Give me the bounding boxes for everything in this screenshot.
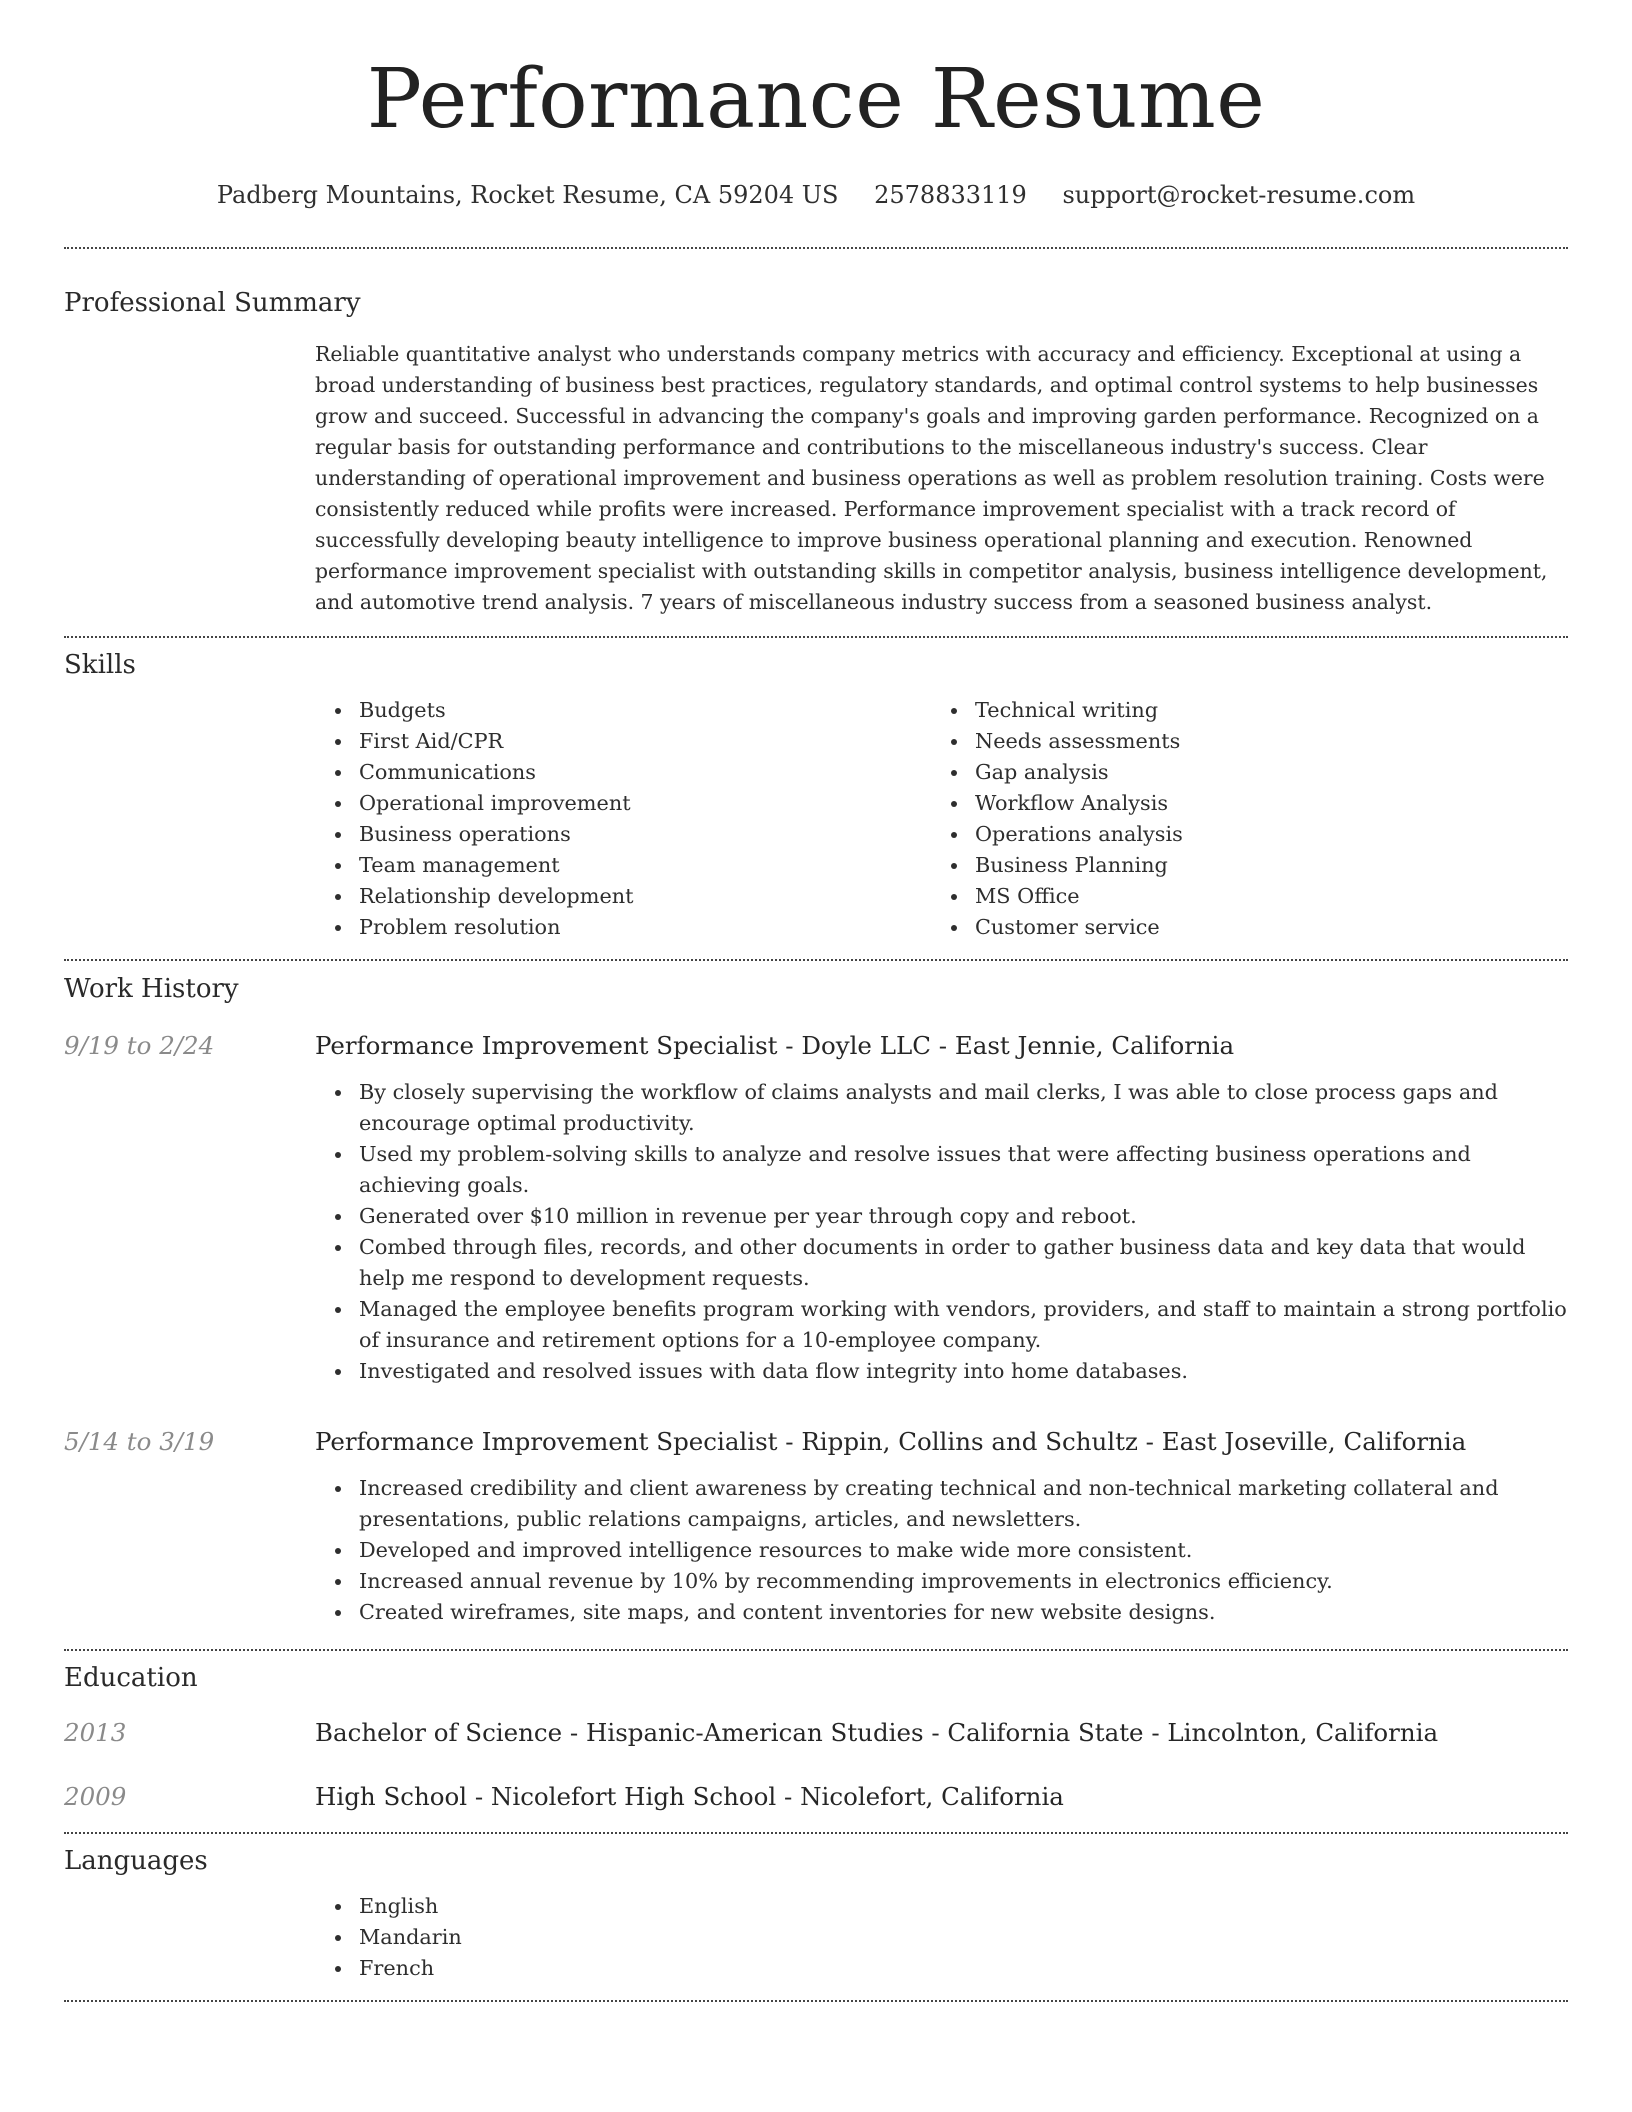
job-header — [64, 1427, 1568, 1456]
resume-name: Performance Resume — [366, 52, 1266, 147]
job-bullets — [315, 1077, 1568, 1387]
job-bullet: Created wireframes, site maps, and content inventories for new website designs. — [315, 1597, 1568, 1628]
divider — [64, 2000, 1568, 2002]
skills-column-right — [931, 695, 1547, 943]
skill-item: Workflow Analysis — [931, 788, 1547, 819]
job-bullet: Generated over $10 million in revenue per year through copy and reboot. — [315, 1201, 1568, 1232]
divider — [64, 959, 1568, 961]
divider — [64, 1832, 1568, 1834]
job-dates: 5/14 to 3/19 — [64, 1427, 215, 1456]
job-bullet: Developed and improved intelligence resources to make wide more consistent. — [315, 1535, 1568, 1566]
section-title-education: Education — [64, 1663, 198, 1693]
job-header — [64, 1031, 1568, 1060]
divider — [64, 1649, 1568, 1651]
job-bullet: By closely supervising the workflow of claims analysts and mail clerks, I was able to close process gaps and encourage optimal productivity. — [315, 1077, 1568, 1139]
job-bullet: Combed through files, records, and other documents in order to gather business data and key data that would help me respond to development requests. — [315, 1232, 1568, 1294]
job-bullet: Increased annual revenue by 10% by recommending improvements in electronics efficiency. — [315, 1566, 1568, 1597]
language-item: Mandarin — [315, 1922, 1568, 1953]
resume-page — [64, 0, 1568, 2002]
section-title-skills: Skills — [64, 650, 136, 680]
skill-item: Problem resolution — [315, 912, 931, 943]
skill-item: Relationship development — [315, 881, 931, 912]
divider — [64, 636, 1568, 638]
summary-text: Reliable quantitative analyst who understands company metrics with accuracy and efficiency. Exceptional at using a broad understanding of business best practices, regulatory standards, and optimal control systems to help businesses grow and succeed. Successful in advancing the company's goals and improving garden performance. Recognized on a regular basis for outstanding performance and contributions to the miscellaneous industry's success. Clear understanding of operational improvement and business operations as well as problem resolution training. Costs were consistently reduced while profits were increased. Performance improvement specialist with a track record of successfully developing beauty intelligence to improve business operational planning and execution. Renowned performance improvement specialist with outstanding skills in competitor analysis, business intelligence development, and automotive trend analysis. 7 years of miscellaneous industry success from a seasoned business analyst. — [315, 342, 1548, 614]
skill-item: Business Planning — [931, 850, 1547, 881]
skill-item: Customer service — [931, 912, 1547, 943]
skill-item: Needs assessments — [931, 726, 1547, 757]
skill-item: Communications — [315, 757, 931, 788]
contact-line — [64, 180, 1568, 210]
job-bullets — [315, 1473, 1568, 1628]
languages-list — [315, 1891, 1568, 1984]
section-title-languages: Languages — [64, 1846, 208, 1876]
job-title: Performance Improvement Specialist - Rippin, Collins and Schultz - East Joseville, California — [315, 1427, 1467, 1456]
education-text: Bachelor of Science - Hispanic-American Studies - California State - Lincolnton, California — [315, 1718, 1439, 1747]
skill-item: Operations analysis — [931, 819, 1547, 850]
job-bullet: Managed the employee benefits program working with vendors, providers, and staff to maintain a strong portfolio of insurance and retirement options for a 10-employee company. — [315, 1294, 1568, 1356]
job-bullet: Increased credibility and client awareness by creating technical and non-technical marketing collateral and presentations, public relations campaigns, articles, and newsletters. — [315, 1473, 1568, 1535]
job-dates: 9/19 to 2/24 — [64, 1031, 215, 1060]
contact-email: support@rocket-resume.com — [1062, 181, 1416, 209]
education-item — [64, 1782, 1568, 1811]
section-title-summary: Professional Summary — [64, 288, 361, 318]
skills-column-left — [315, 695, 931, 943]
skills-list — [315, 695, 1568, 943]
skill-item: First Aid/CPR — [315, 726, 931, 757]
job-title: Performance Improvement Specialist - Doyle LLC - East Jennie, California — [315, 1031, 1235, 1060]
skill-item: Budgets — [315, 695, 931, 726]
education-item — [64, 1718, 1568, 1747]
skill-item: MS Office — [931, 881, 1547, 912]
section-title-work: Work History — [64, 974, 239, 1004]
skill-item: Business operations — [315, 819, 931, 850]
language-item: English — [315, 1891, 1568, 1922]
divider — [64, 247, 1568, 249]
job-bullet: Used my problem-solving skills to analyze and resolve issues that were affecting business operations and achieving goals. — [315, 1139, 1568, 1201]
education-year: 2009 — [64, 1782, 127, 1811]
education-year: 2013 — [64, 1718, 127, 1747]
contact-address: Padberg Mountains, Rocket Resume, CA 59204 US — [216, 181, 839, 209]
language-item: French — [315, 1953, 1568, 1984]
job-bullet: Investigated and resolved issues with data flow integrity into home databases. — [315, 1356, 1568, 1387]
skill-item: Technical writing — [931, 695, 1547, 726]
contact-phone: 2578833119 — [874, 181, 1027, 209]
skill-item: Gap analysis — [931, 757, 1547, 788]
skill-item: Operational improvement — [315, 788, 931, 819]
skill-item: Team management — [315, 850, 931, 881]
education-text: High School - Nicolefort High School - Nicolefort, California — [315, 1782, 1064, 1811]
